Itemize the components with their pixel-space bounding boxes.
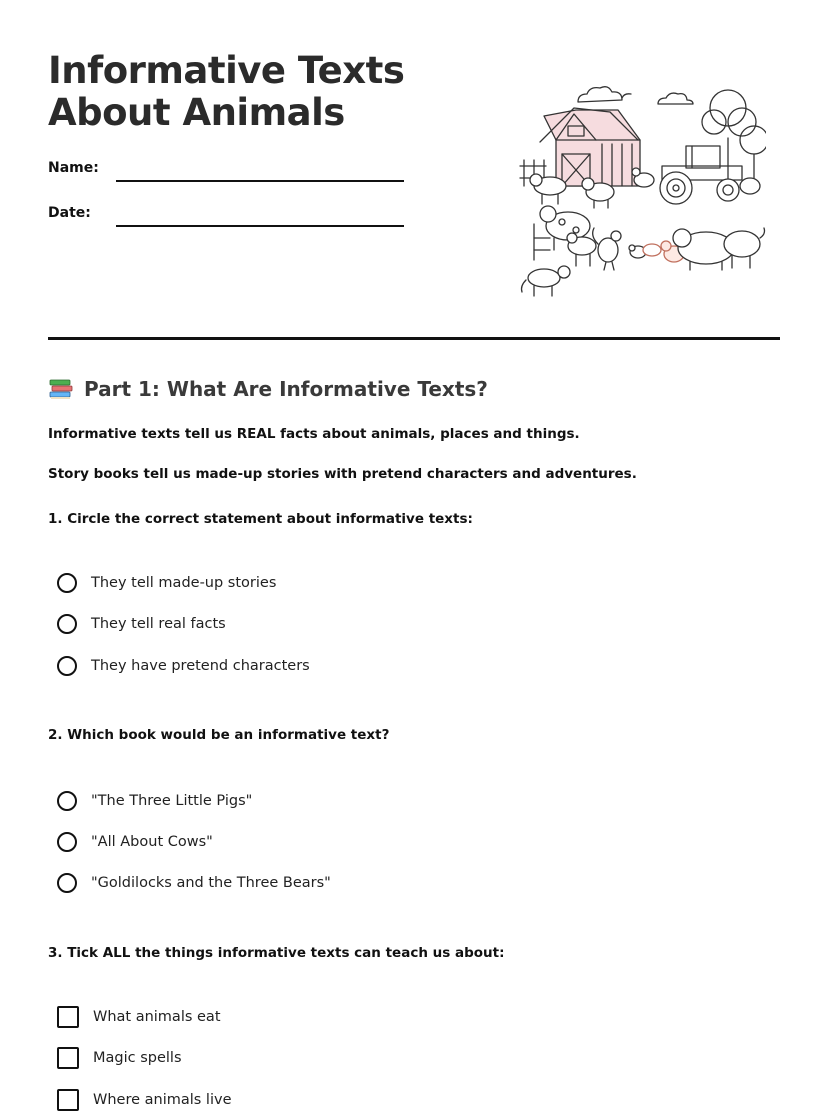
q3-option-1[interactable] [57,1004,221,1030]
option-label: What animals eat [93,1009,221,1025]
option-label: They tell made-up stories [91,575,277,591]
q2-option-3[interactable] [57,870,331,896]
q1-option-1[interactable] [57,570,276,596]
option-label: They tell real facts [91,616,226,632]
question-1-prompt: 1. Circle the correct statement about informative texts: [48,511,473,527]
intro-stories-text: Story books tell us made-up stories with pretend characters and adventures. [48,466,637,482]
q2-option-2[interactable] [57,829,213,855]
question-2-prompt: 2. Which book would be an informative text? [48,727,390,743]
option-label: "All About Cows" [91,834,213,850]
part1-heading: Part 1: What Are Informative Texts? [84,377,488,401]
option-label: They have pretend characters [91,658,310,674]
option-label: Where animals live [93,1092,232,1108]
name-label: Name: [48,160,99,176]
date-field[interactable] [116,225,404,227]
radio-button[interactable] [57,573,77,593]
radio-button[interactable] [57,791,77,811]
checkbox[interactable] [57,1047,79,1069]
name-field[interactable] [116,180,404,182]
radio-button[interactable] [57,656,77,676]
question-3-prompt: 3. Tick ALL the things informative texts can teach us about: [48,945,505,961]
intro-facts-text: Informative texts tell us REAL facts about animals, places and things. [48,426,580,442]
q1-option-2[interactable] [57,611,226,637]
option-label: "Goldilocks and the Three Bears" [91,875,331,891]
farm-scene-illustration [516,74,766,304]
radio-button[interactable] [57,832,77,852]
radio-button[interactable] [57,614,77,634]
section-divider [48,337,780,340]
books-icon [48,376,74,402]
date-label: Date: [48,205,91,221]
part1-heading-row [48,374,488,404]
q2-option-1[interactable] [57,788,252,814]
q1-option-3[interactable] [57,653,310,679]
radio-button[interactable] [57,873,77,893]
option-label: Magic spells [93,1050,182,1066]
checkbox[interactable] [57,1006,79,1028]
page-title: Informative Texts About Animals [48,49,405,134]
q3-option-2[interactable] [57,1045,182,1071]
option-label: "The Three Little Pigs" [91,793,253,809]
q3-option-3[interactable] [57,1087,232,1113]
checkbox[interactable] [57,1089,79,1111]
